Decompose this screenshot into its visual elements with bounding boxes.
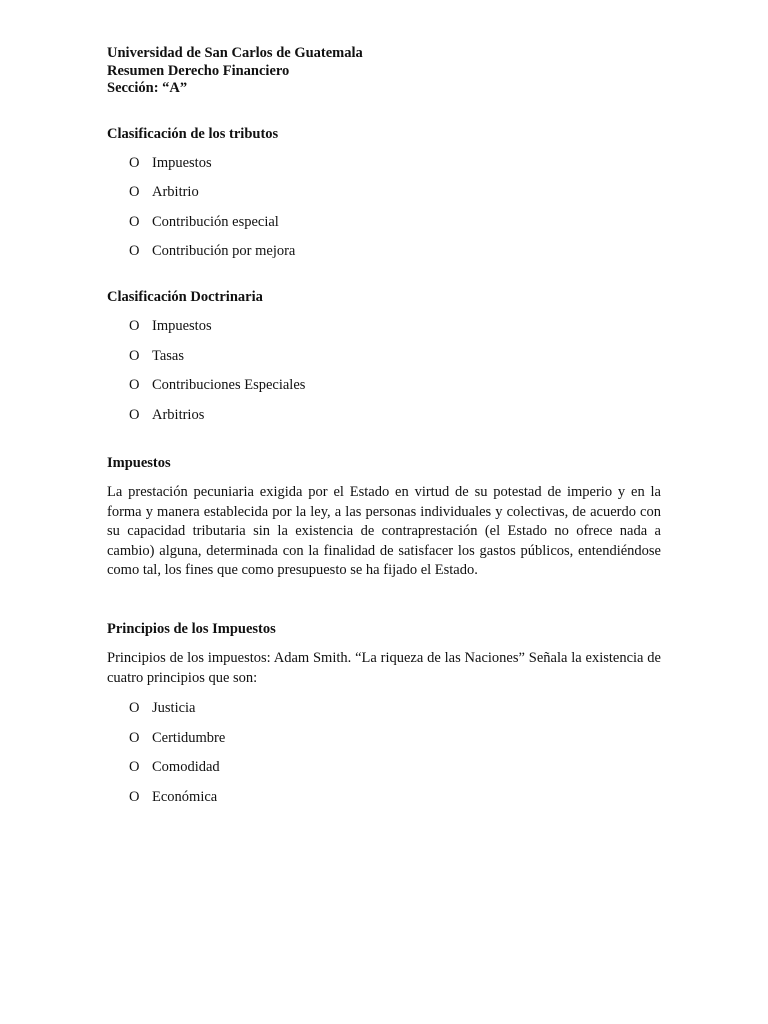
- list-item: [107, 406, 661, 424]
- circle-bullet-icon: O: [129, 318, 140, 335]
- circle-bullet-icon: O: [129, 700, 140, 717]
- list-item: [107, 317, 661, 335]
- section-title: Impuestos: [107, 455, 171, 472]
- list-item: [107, 788, 661, 806]
- section-title: Clasificación de los tributos: [107, 125, 279, 142]
- section-impuestos: [107, 454, 661, 581]
- impuestos-definition: La prestación pecuniaria exigida por el Estado en virtud de su potestad de imperio y en la forma y manera establecida por la ley, a las personas individuales y colectivas, de acuerdo con su capacidad tributaria sin la existencia de contraprestación (el Estado no ofrece nada a cambio) alguna, determinada con la finalidad de satisfacer los gastos públicos, entendiéndose como tal, los fines que como presupuesto se ha fijado el Estado.: [107, 484, 661, 579]
- list-item: [107, 376, 661, 394]
- list-item: [107, 347, 661, 365]
- list-item: [107, 213, 661, 231]
- circle-bullet-icon: O: [129, 347, 140, 364]
- list-item: [107, 758, 661, 776]
- circle-bullet-icon: O: [129, 243, 140, 260]
- list-item-label: Certidumbre: [152, 729, 226, 746]
- list-item-label: Justicia: [152, 700, 196, 717]
- document-header: [107, 45, 661, 98]
- list-item: [107, 729, 661, 747]
- circle-bullet-icon: O: [129, 407, 140, 424]
- document-title: Resumen Derecho Financiero: [107, 62, 290, 79]
- section-label: Sección: “A”: [107, 80, 188, 96]
- section-clasificacion-doctrinaria: [107, 288, 661, 424]
- list-item-label: Arbitrios: [152, 407, 205, 424]
- principios-intro: Principios de los impuestos: Adam Smith. “La riqueza de las Naciones” Señala la existencia de cuatro principios que son:: [107, 650, 661, 686]
- circle-bullet-icon: O: [129, 213, 140, 230]
- circle-bullet-icon: O: [129, 184, 140, 201]
- bullet-list: [107, 699, 661, 806]
- list-item-label: Contribución especial: [152, 213, 279, 230]
- list-item: [107, 699, 661, 717]
- bullet-list: [107, 317, 661, 424]
- section-principios: [107, 620, 661, 806]
- list-item-label: Impuestos: [152, 318, 212, 335]
- list-item-label: Comodidad: [152, 759, 220, 776]
- list-item-label: Contribución por mejora: [152, 243, 296, 260]
- section-title: Principios de los Impuestos: [107, 621, 276, 638]
- list-item-label: Económica: [152, 789, 218, 805]
- list-item: [107, 242, 661, 260]
- section-clasificacion-tributos: [107, 125, 661, 261]
- list-item: [107, 154, 661, 172]
- circle-bullet-icon: O: [129, 789, 140, 805]
- list-item-label: Arbitrio: [152, 184, 199, 201]
- circle-bullet-icon: O: [129, 729, 140, 746]
- list-item-label: Impuestos: [152, 154, 212, 171]
- document-page: [107, 45, 661, 818]
- list-item-label: Contribuciones Especiales: [152, 377, 306, 394]
- list-item-label: Tasas: [152, 347, 185, 364]
- circle-bullet-icon: O: [129, 377, 140, 394]
- circle-bullet-icon: O: [129, 154, 140, 171]
- bullet-list: [107, 154, 661, 261]
- section-title: Clasificación Doctrinaria: [107, 289, 263, 306]
- university-name: Universidad de San Carlos de Guatemala: [107, 45, 363, 61]
- circle-bullet-icon: O: [129, 759, 140, 776]
- list-item: [107, 183, 661, 201]
